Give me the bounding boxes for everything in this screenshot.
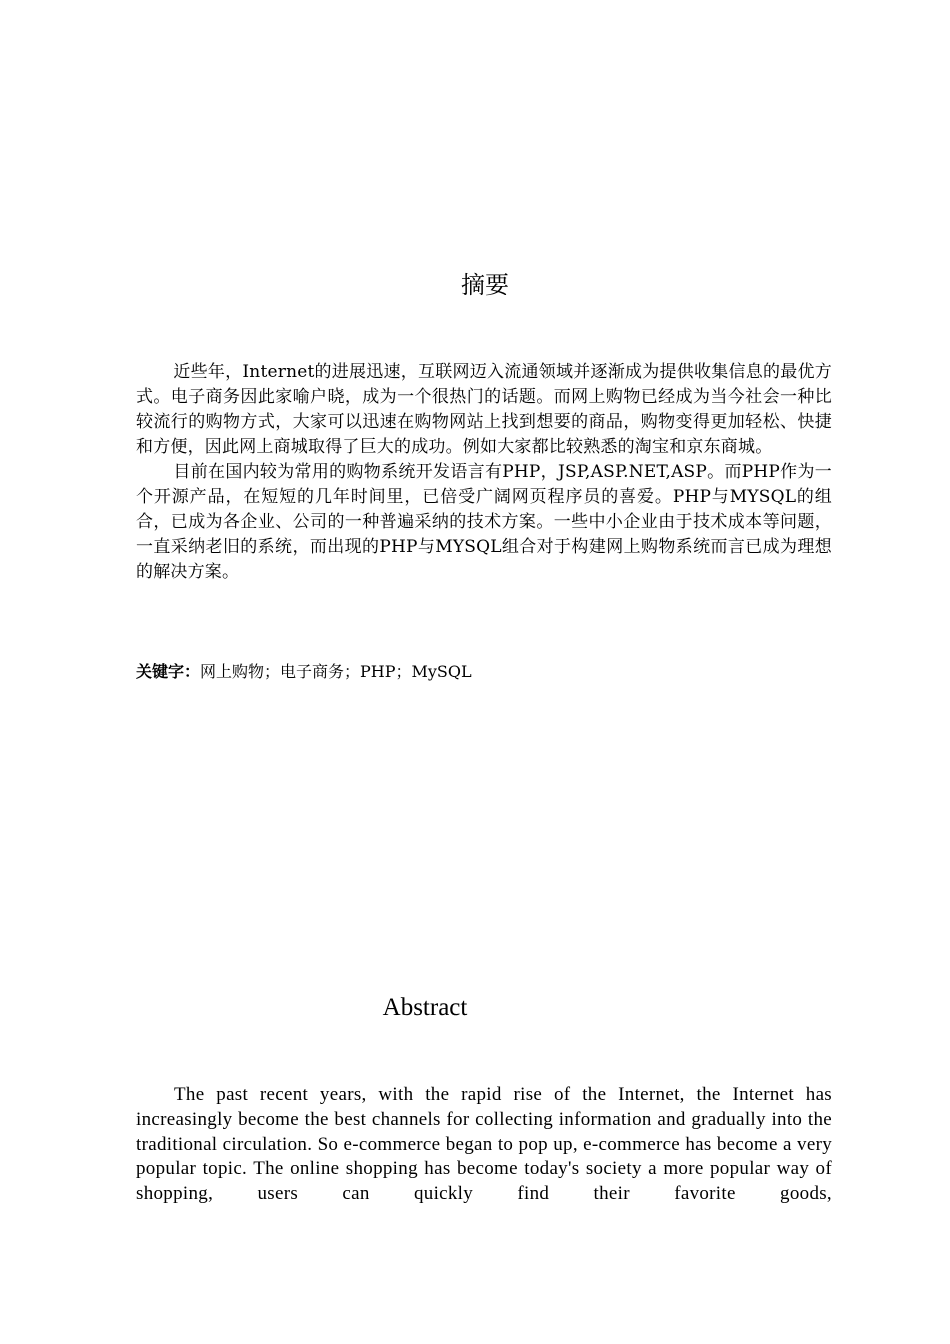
chinese-abstract-title: 摘要 [461,271,509,299]
chinese-abstract-body [136,360,832,585]
keywords-label: 关键字： [136,662,201,681]
english-abstract-paragraph-1: The past recent years, with the rapid rise of the Internet, the Internet has increasingly become the best channels for collecting information and gradually into the traditional circulation. So e-commerce began to pop up, e-commerce has become a very popular topic. The online shopping has become today's society a more popular way of shopping, users can quickly find their favorite goods, [136,1084,832,1205]
keywords-value: 网上购物；电子商务；PHP；MySQL [200,662,472,681]
english-abstract-title: Abstract [382,994,468,1021]
keywords-line [136,660,832,684]
chinese-abstract-paragraph-1: 近些年，Internet的进展迅速，互联网迈入流通领域并逐渐成为提供收集信息的最优方式。电子商务因此家喻户晓，成为一个很热门的话题。而网上购物已经成为当今社会一种比较流行的购物方式，大家可以迅速在购物网站上找到想要的商品，购物变得更加轻松、快捷和方便，因此网上商城取得了巨大的成功。例如大家都比较熟悉的淘宝和京东商城。 [136,362,832,457]
english-abstract-body [136,1083,832,1207]
chinese-abstract-paragraph-2: 目前在国内较为常用的购物系统开发语言有PHP，JSP,ASP.NET,ASP。而PHP作为一个开源产品，在短短的几年时间里，已倍受广阔网页程序员的喜爱。PHP与MYSQL的组合，已成为各企业、公司的一种普遍采纳的技术方案。一些中小企业由于技术成本等问题，一直采纳老旧的系统，而出现的PHP与MYSQL组合对于构建网上购物系统而言已成为理想的解决方案。 [136,462,832,582]
